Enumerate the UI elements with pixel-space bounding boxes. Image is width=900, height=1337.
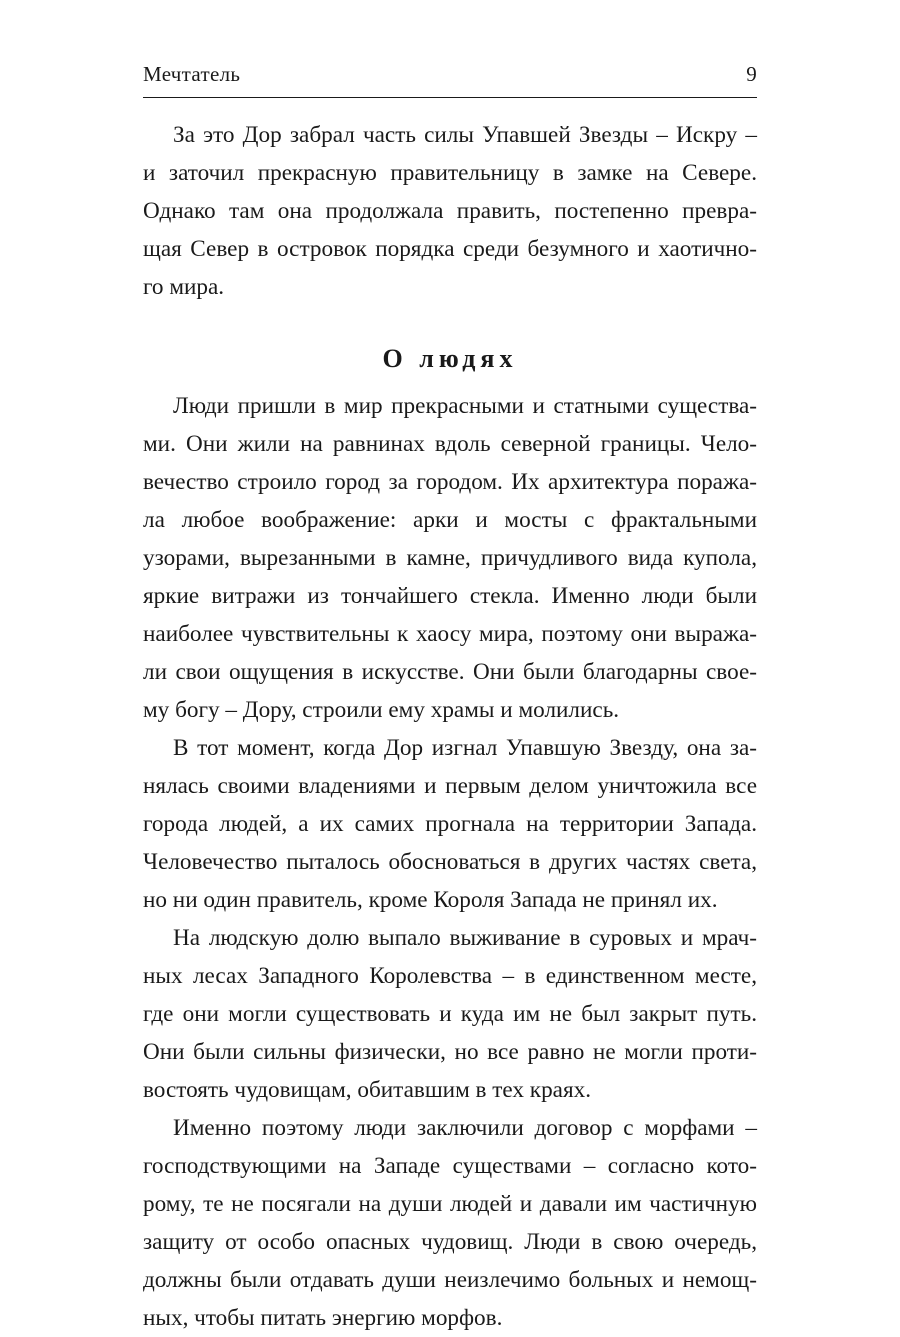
- text-line: востоять чудовищам, обитавшим в тех краях.: [143, 1077, 592, 1103]
- intro-paragraph: [143, 116, 757, 306]
- page-number: 9: [746, 62, 757, 86]
- text-line: Человечество пыталось обосноваться в других частях света,: [143, 849, 757, 875]
- text-line: но ни один правитель, кроме Короля Запада не принял их.: [143, 887, 718, 913]
- text-line: наиболее чувствительны к хаосу мира, поэтому они выража-: [143, 621, 757, 647]
- text-line: На людскую долю выпало выживание в суровых и мрач-: [173, 925, 757, 951]
- text-line: ли свои ощущения в искусстве. Они были благодарны свое-: [143, 659, 757, 685]
- text-line: рому, те не посягали на души людей и давали им частичную: [143, 1191, 757, 1217]
- text-line: где они могли существовать и куда им не был закрыт путь.: [143, 1001, 757, 1027]
- text-line: му богу – Дору, строили ему храмы и молились.: [143, 697, 620, 723]
- text-line: За это Дор забрал часть силы Упавшей Звезды – Искру –: [173, 122, 757, 148]
- paragraph: [143, 919, 757, 1109]
- text-line: нялась своими владениями и первым делом уничтожила все: [143, 773, 757, 799]
- text-line: Они были сильны физически, но все равно не могли проти-: [143, 1039, 757, 1065]
- text-line: Однако там она продолжала править, постепенно превра-: [143, 198, 757, 224]
- section-title: О людях: [382, 344, 518, 373]
- text-line: защиту от особо опасных чудовищ. Люди в свою очередь,: [143, 1229, 757, 1255]
- text-line: щая Север в островок порядка среди безумного и хаотично-: [143, 236, 757, 262]
- text-line: и заточил прекрасную правительницу в замке на Севере.: [143, 160, 757, 186]
- text-line: вечество строило город за городом. Их архитектура поража-: [143, 469, 757, 495]
- text-line: Именно поэтому люди заключили договор с морфами –: [173, 1115, 757, 1141]
- running-head: [143, 62, 757, 98]
- text-line: ми. Они жили на равнинах вдоль северной границы. Чело-: [143, 431, 757, 457]
- text-line: ных, чтобы питать энергию морфов.: [143, 1305, 503, 1331]
- book-page: [143, 62, 757, 1337]
- paragraph: [143, 387, 757, 729]
- text-line: должны были отдавать души неизлечимо больных и немощ-: [143, 1267, 757, 1293]
- text-line: господствующими на Западе существами – согласно кото-: [143, 1153, 757, 1179]
- text-line: яркие витражи из тончайшего стекла. Именно люди были: [143, 583, 757, 609]
- paragraph: [143, 729, 757, 919]
- running-title: Мечтатель: [143, 62, 241, 86]
- text-line: узорами, вырезанными в камне, причудливого вида купола,: [143, 545, 757, 571]
- paragraph: [143, 1109, 757, 1337]
- text-line: города людей, а их самих прогнала на территории Запада.: [143, 811, 757, 837]
- page-body: [143, 116, 757, 1337]
- text-line: ла любое воображение: арки и мосты с фрактальными: [143, 507, 757, 533]
- text-line: го мира.: [143, 274, 225, 300]
- text-line: Люди пришли в мир прекрасными и статными существа-: [173, 393, 757, 419]
- text-line: В тот момент, когда Дор изгнал Упавшую Звезду, она за-: [173, 735, 757, 761]
- text-line: ных лесах Западного Королевства – в единственном месте,: [143, 963, 757, 989]
